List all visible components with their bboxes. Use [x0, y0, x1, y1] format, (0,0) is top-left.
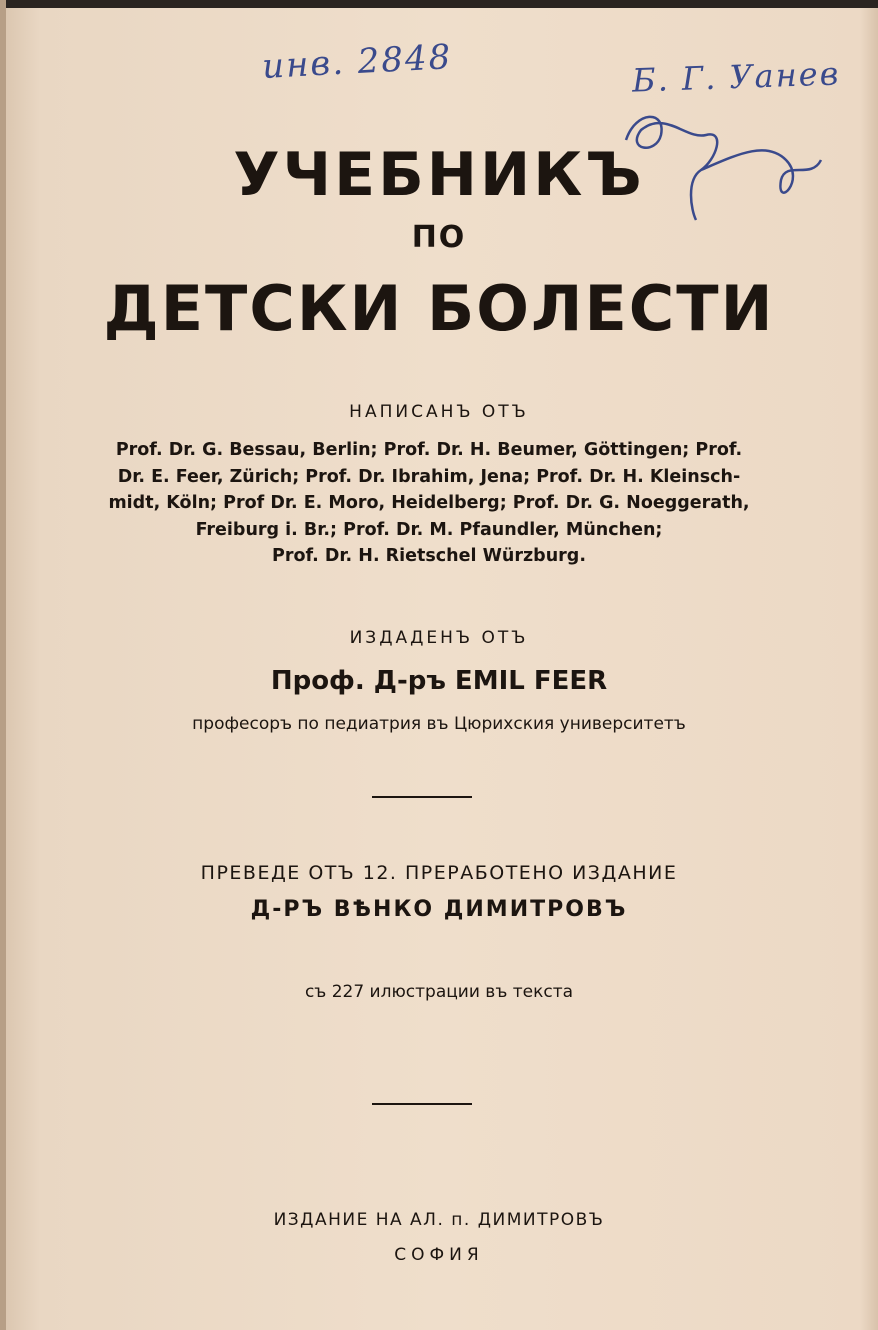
- authors-line: Dr. E. Feer, Zürich; Prof. Dr. Ibrahim, Jena; Prof. Dr. H. Kleinsch-: [117, 466, 741, 487]
- authors-line: midt, Köln; Prof Dr. E. Moro, Heidelberg; Prof. Dr. G. Noeggerath,: [108, 493, 750, 513]
- written-by-label: НАПИСАНЪ ОТЪ: [349, 402, 529, 422]
- title-line-1: УЧЕБНИКЪ: [233, 140, 645, 210]
- divider-rule: [372, 1103, 472, 1105]
- title-line-2: ПО: [411, 220, 467, 255]
- authors-block: [64, 437, 794, 570]
- translator-name: Д-РЪ ВѢНКО ДИМИТРОВЪ: [250, 897, 628, 922]
- editor-role: професоръ по педиатрия въ Цюрихския университетъ: [192, 714, 686, 734]
- inventory-handwriting: инв. 2848: [261, 37, 454, 87]
- owner-handwriting: Б. Г. Уанев: [631, 54, 841, 100]
- authors-line: Prof. Dr. G. Bessau, Berlin; Prof. Dr. H. Beumer, Göttingen; Prof.: [115, 440, 743, 460]
- page-top-edge: [0, 0, 878, 8]
- edited-by-label: ИЗДАДЕНЪ ОТЪ: [349, 628, 529, 648]
- authors-line: Prof. Dr. H. Rietschel Würzburg.: [272, 546, 586, 566]
- illustrations-note: съ 227 илюстрации въ текста: [304, 982, 574, 1002]
- authors-line: Freiburg i. Br.; Prof. Dr. M. Pfaundler, München;: [195, 519, 663, 540]
- divider-rule: [372, 796, 472, 798]
- translation-label: ПРЕВЕДЕ ОТЪ 12. ПРЕРАБОТЕНО ИЗДАНИЕ: [200, 862, 678, 884]
- publication-city: СОФИЯ: [394, 1245, 484, 1265]
- publisher-line: ИЗДАНИЕ НА АЛ. п. ДИМИТРОВЪ: [273, 1210, 605, 1230]
- title-line-3: ДЕТСКИ БОЛЕСТИ: [103, 272, 775, 345]
- editor-name: Проф. Д-ръ EMIL FEER: [270, 666, 608, 696]
